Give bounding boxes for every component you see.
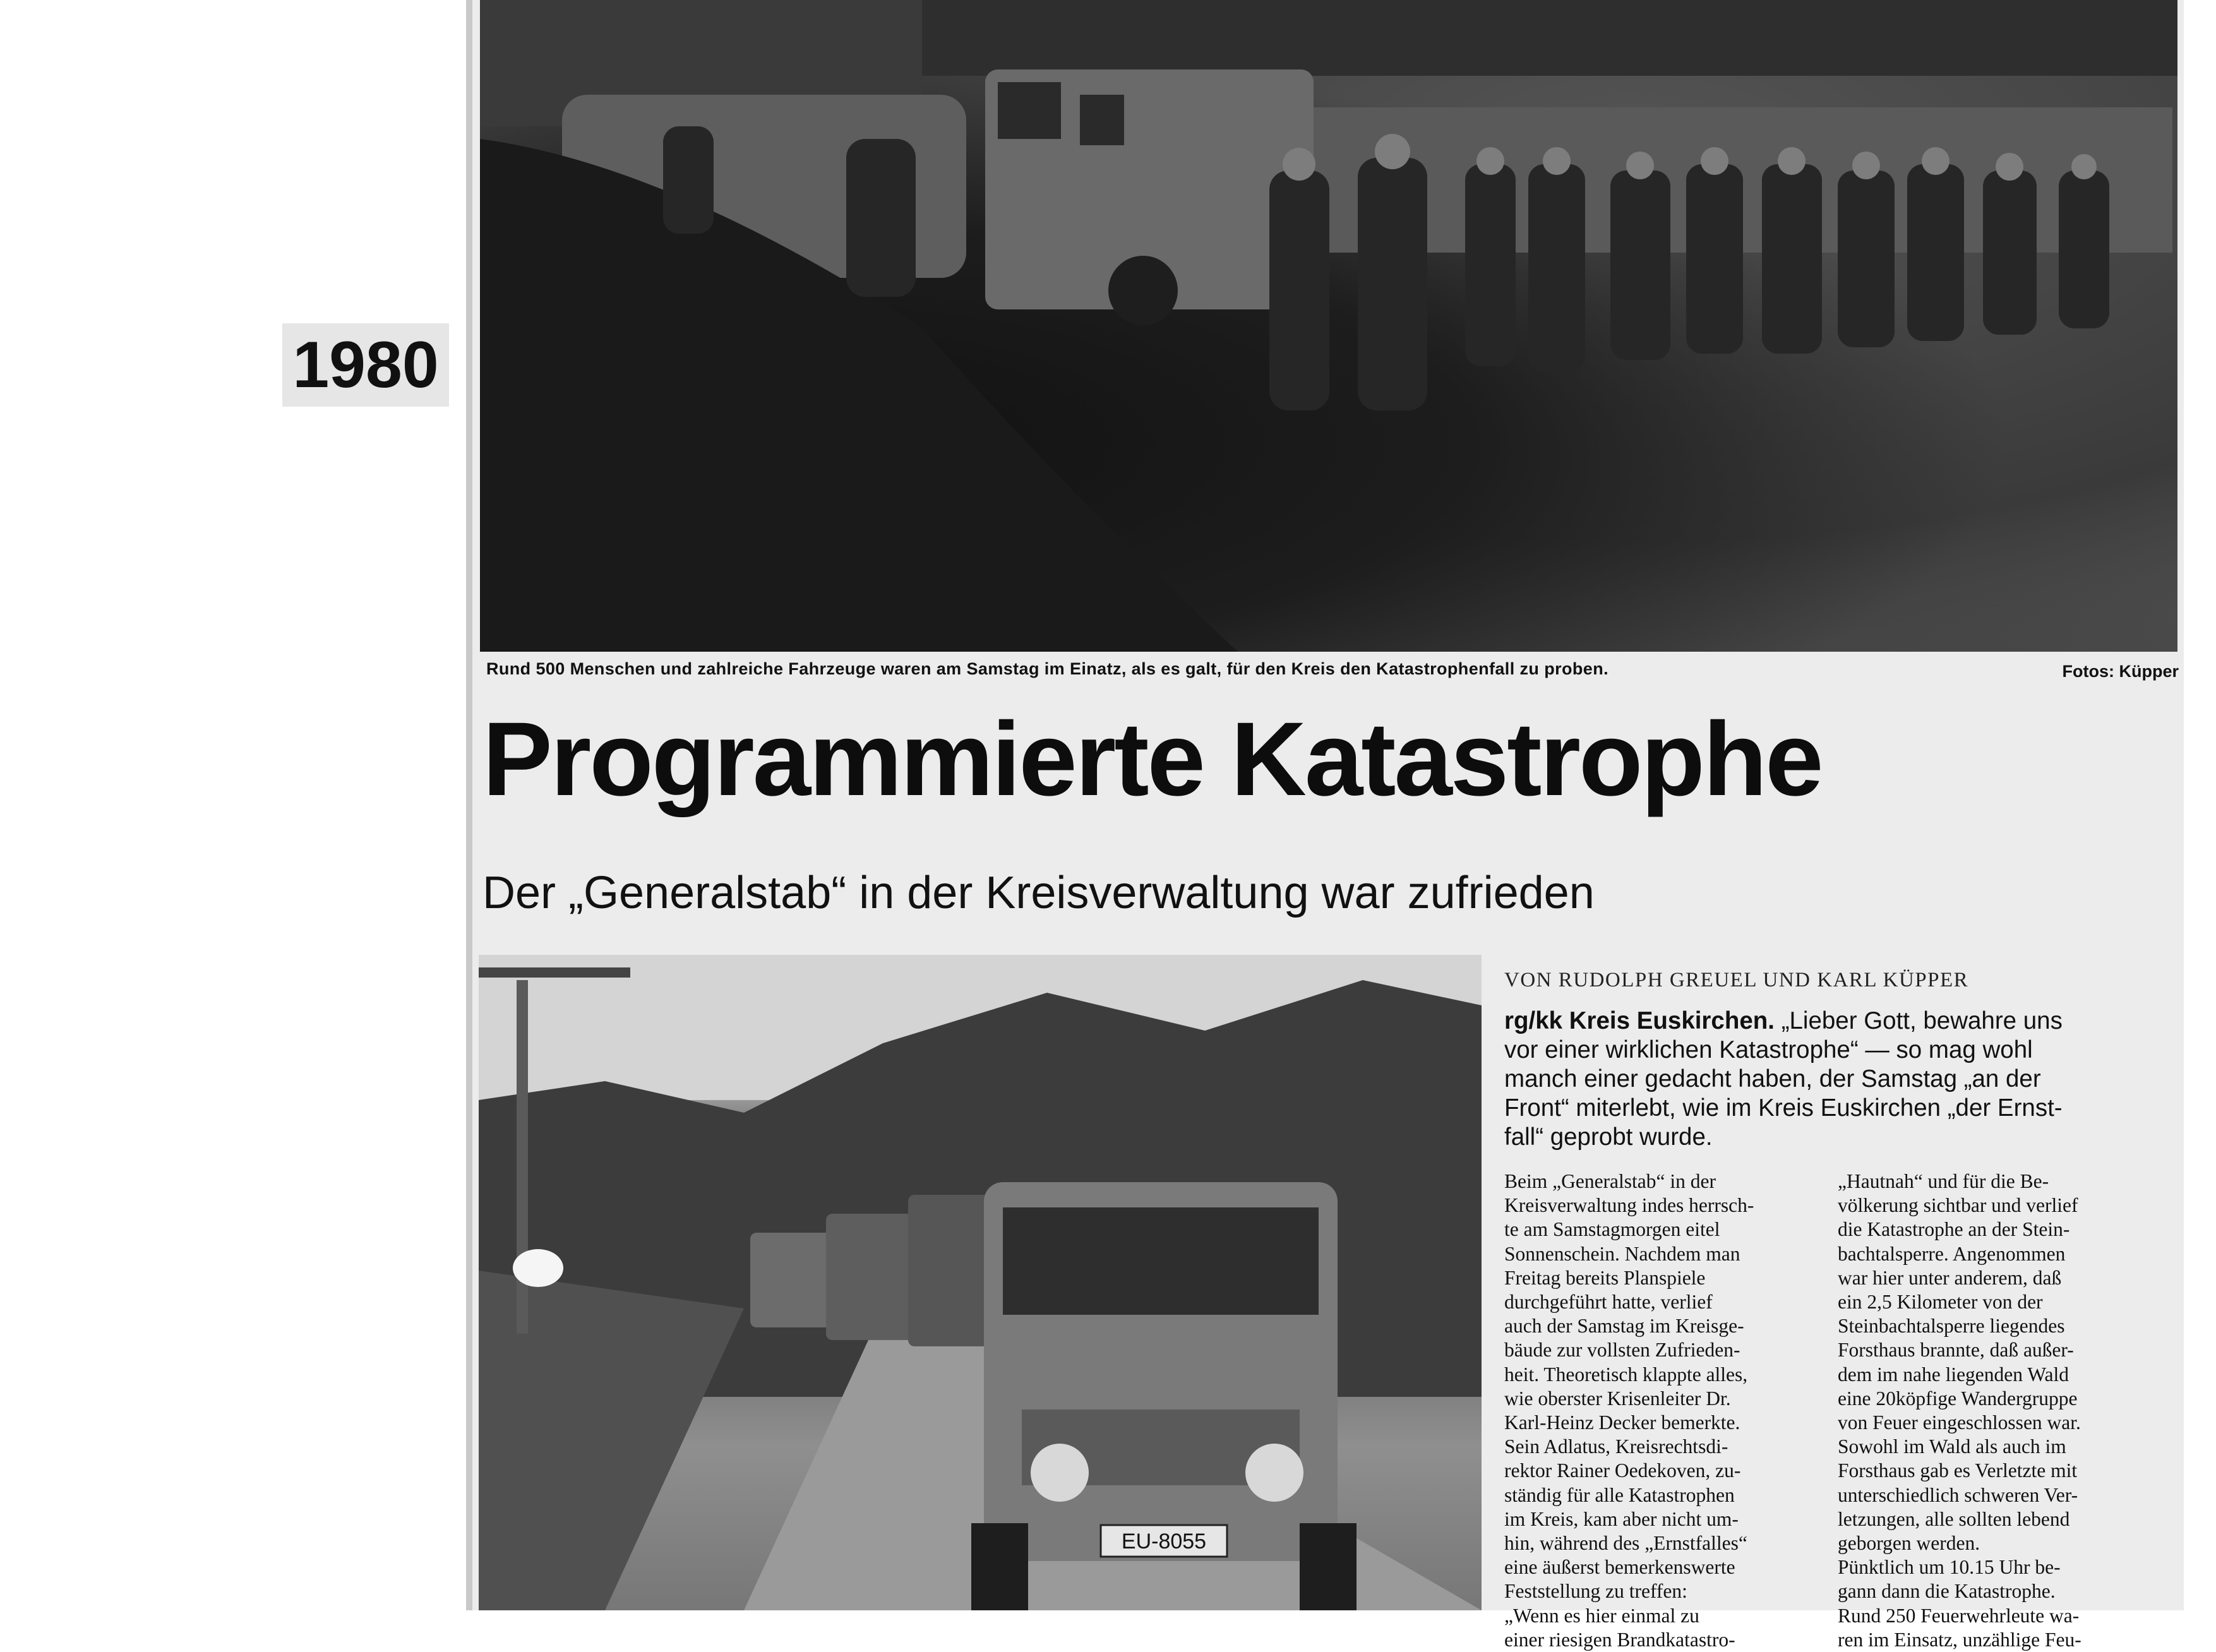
column-2-line: war hier unter anderem, daß [1838,1266,2062,1289]
article-column-1 [1504,1170,1836,1652]
lead-line-4: Front“ miterlebt, wie im Kreis Euskirchen „der Ernst- [1504,1094,2063,1122]
column-1-line: ständig für alle Katastrophen [1504,1483,1735,1506]
column-2-line: die Katastrophe an der Stein- [1838,1218,2070,1241]
lead-line-3: manch einer gedacht haben, der Samstag „an der [1504,1065,2041,1092]
column-1-line: wie oberster Krisenleiter Dr. [1504,1387,1731,1410]
column-2-line: geborgen werden. [1838,1532,1980,1555]
clipping-edge [466,0,472,1610]
column-2-line: unterschiedlich schweren Ver- [1838,1483,2078,1506]
column-2-line: bachtalsperre. Angenommen [1838,1242,2066,1265]
column-1-line: einer riesigen Brandkatastro- [1504,1628,1735,1651]
column-1-line: Beim „Generalstab“ in der [1504,1170,1716,1192]
year-label: 1980 [282,323,449,407]
byline: VON RUDOLPH GREUEL UND KARL KÜPPER [1504,969,1969,991]
column-2-line: Sowohl im Wald als auch im [1838,1435,2066,1458]
bottom-photo-convoy [479,955,1482,1610]
column-2-line: Forsthaus gab es Verletzte mit [1838,1459,2078,1482]
license-plate: EU-8055 [1121,1529,1207,1553]
photo-caption-row [482,654,2181,686]
top-photo-caption: Rund 500 Menschen und zahlreiche Fahrzeuge waren am Samstag im Einatz, als es galt, für den Kreis den Katastrophenfall zu proben. [486,659,1609,678]
column-2-line: völkerung sichtbar und verlief [1838,1194,2078,1217]
lead-line-1-text: „Lieber Gott, bewahre uns [1781,1007,2063,1034]
column-1-line: Freitag bereits Planspiele [1504,1266,1706,1289]
subheadline: Der „Generalstab“ in der Kreisverwaltung war zufrieden [482,868,1595,918]
column-2-line: letzungen, alle sollten lebend [1838,1507,2070,1530]
column-2-line: eine 20köpfige Wandergruppe [1838,1387,2078,1410]
headline: Programmierte Katastrophe [482,701,1822,818]
column-1-line: heit. Theoretisch klappte alles, [1504,1363,1748,1386]
column-1-line: Sonnenschein. Nachdem man [1504,1242,1740,1265]
column-1-line: eine äußerst bemerkenswerte [1504,1556,1735,1579]
column-2-line: „Hautnah“ und für die Be- [1838,1170,2049,1192]
article-column-2 [1838,1170,2169,1652]
bottom-photo-scene [479,955,1482,1610]
lead-line-5: fall“ geprobt wurde. [1504,1123,1713,1151]
column-1-line: durchgeführt hatte, verlief [1504,1291,1713,1314]
photo-credit: Fotos: Küpper [2062,662,2179,681]
top-photo-firefighters [480,0,2177,652]
lead-dateline: rg/kk Kreis Euskirchen. [1504,1007,1775,1034]
column-2-line: gann dann die Katastrophe. [1838,1580,2056,1603]
newspaper-clipping [466,0,2184,1651]
column-1-line: bäude zur vollsten Zufrieden- [1504,1339,1740,1362]
column-1-line: te am Samstagmorgen eitel [1504,1218,1720,1241]
lead-line-2: vor einer wirklichen Katastrophe“ — so mag wohl [1504,1036,2033,1063]
column-2-line: Rund 250 Feuerwehrleute wa- [1838,1604,2080,1627]
column-2-line: Pünktlich um 10.15 Uhr be- [1838,1556,2061,1579]
column-2-line: ein 2,5 Kilometer von der [1838,1291,2043,1314]
column-1-line: „Wenn es hier einmal zu [1504,1604,1699,1627]
column-1-line: rektor Rainer Oedekoven, zu- [1504,1459,1741,1482]
column-1-line: Karl-Heinz Decker bemerkte. [1504,1411,1740,1434]
column-2-line: ren im Einsatz, unzählige Feu- [1838,1628,2081,1651]
column-1-line: Feststellung zu treffen: [1504,1580,1687,1603]
lead-paragraph [1504,1007,2167,1152]
column-2-line: Steinbachtalsperre liegendes [1838,1315,2065,1338]
column-1-line: auch der Samstag im Kreisge- [1504,1315,1744,1338]
column-2-line: von Feuer eingeschlossen war. [1838,1411,2081,1434]
column-2-line: Forsthaus brannte, daß außer- [1838,1339,2074,1362]
column-1-line: Kreisverwaltung indes herrsch- [1504,1194,1754,1217]
column-2-line: dem im nahe liegenden Wald [1838,1363,2069,1386]
column-1-line: im Kreis, kam aber nicht um- [1504,1507,1739,1530]
lead-line-1 [1504,1007,2167,1036]
top-photo-scene [480,0,2177,652]
column-1-line: Sein Adlatus, Kreisrechtsdi- [1504,1435,1728,1458]
column-1-line: hin, während des „Ernstfalles“ [1504,1532,1747,1555]
